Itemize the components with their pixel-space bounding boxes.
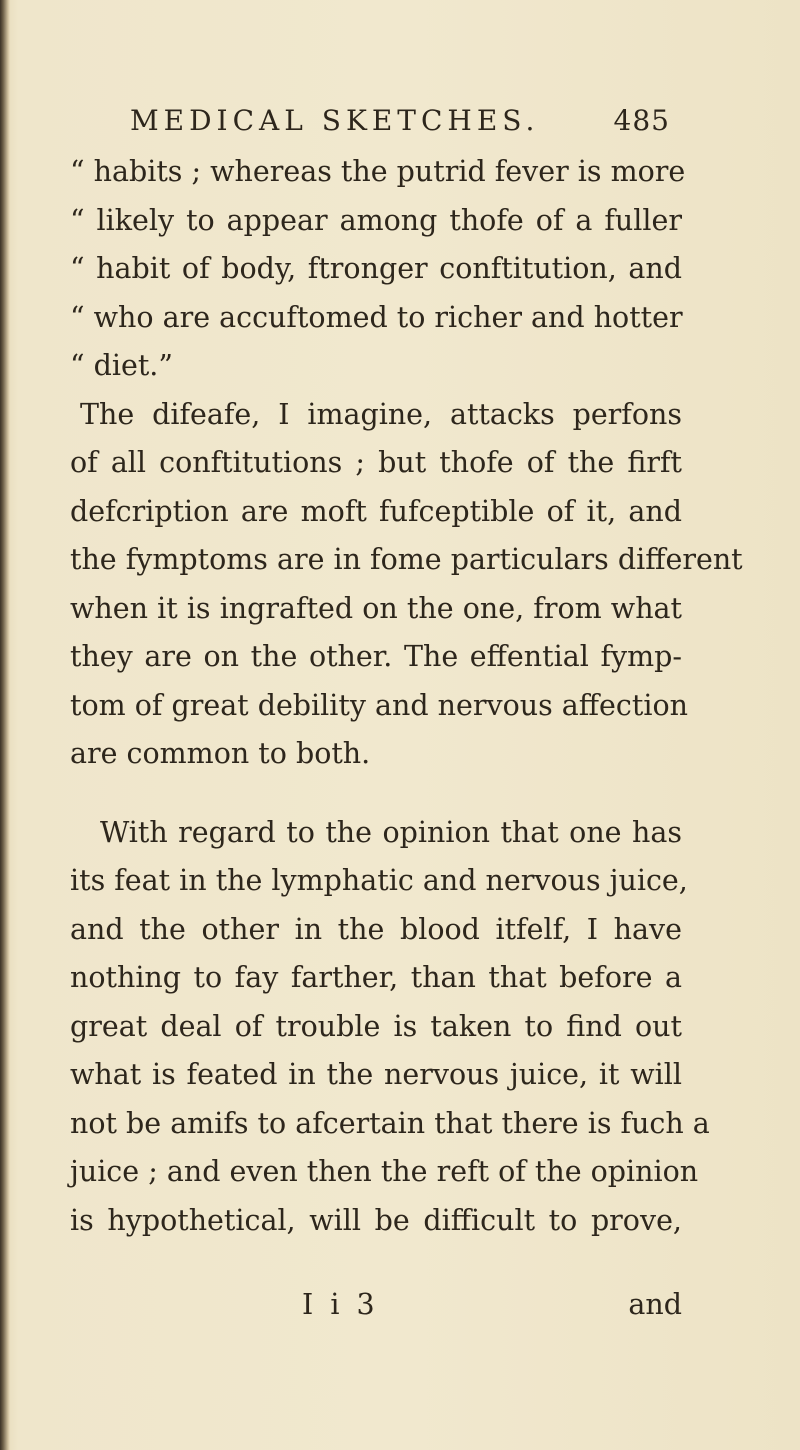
page-number: 485	[613, 104, 670, 137]
signature-mark: I i 3	[302, 1288, 379, 1321]
paragraph-line: of all conftitutions ; but thofe of the firft	[70, 446, 682, 479]
paragraph-1	[70, 391, 743, 779]
paragraph-line: they are on the other. The effential fymp-	[70, 640, 682, 673]
paragraph-line: its feat in the lymphatic and nervous juice,	[70, 864, 688, 897]
body-text	[70, 148, 743, 1245]
paragraph-line: what is feated in the nervous juice, it will	[70, 1058, 682, 1091]
paragraph-line: defcription are moft fufceptible of it, and	[70, 494, 682, 528]
quote-line: “ habit of body, ftronger conftitution, and	[70, 252, 682, 285]
quotation-block	[70, 148, 686, 391]
page-binding-edge	[0, 0, 10, 1450]
quote-line: “ habits ; whereas the putrid fever is more	[70, 155, 686, 188]
paragraph-line: not be amifs to afcertain that there is fuch a	[70, 1106, 710, 1140]
paragraph-line: The difeafe, I imagine, attacks perfons	[80, 397, 682, 431]
paragraph-line: is hypothetical, will be difficult to prove,	[70, 1203, 682, 1237]
catchword: and	[628, 1288, 682, 1321]
paragraph-line: great deal of trouble is taken to find out	[70, 1009, 682, 1043]
page-header	[130, 104, 670, 148]
paragraph-2	[70, 809, 710, 1246]
paragraph-line: nothing to fay farther, than that before a	[70, 961, 682, 994]
quote-line: “ likely to appear among thofe of a fuller	[70, 203, 682, 237]
quote-line: “ diet.”	[70, 349, 173, 382]
paragraph-line: and the other in the blood itfelf, I have	[70, 912, 682, 946]
paragraph-line: juice ; and even then the reft of the opinion	[70, 1155, 699, 1188]
page-footer	[70, 1288, 682, 1336]
paragraph-gap	[70, 779, 682, 809]
running-title: MEDICAL SKETCHES.	[130, 104, 540, 137]
paragraph-line: are common to both.	[70, 737, 371, 770]
quote-line: “ who are accuftomed to richer and hotter	[70, 300, 683, 334]
paragraph-line: With regard to the opinion that one has	[100, 815, 682, 849]
paragraph-line: when it is ingrafted on the one, from what	[70, 591, 682, 625]
paragraph-line: the fymptoms are in fome particulars different	[70, 543, 743, 576]
paragraph-line: tom of great debility and nervous affection	[70, 688, 688, 722]
